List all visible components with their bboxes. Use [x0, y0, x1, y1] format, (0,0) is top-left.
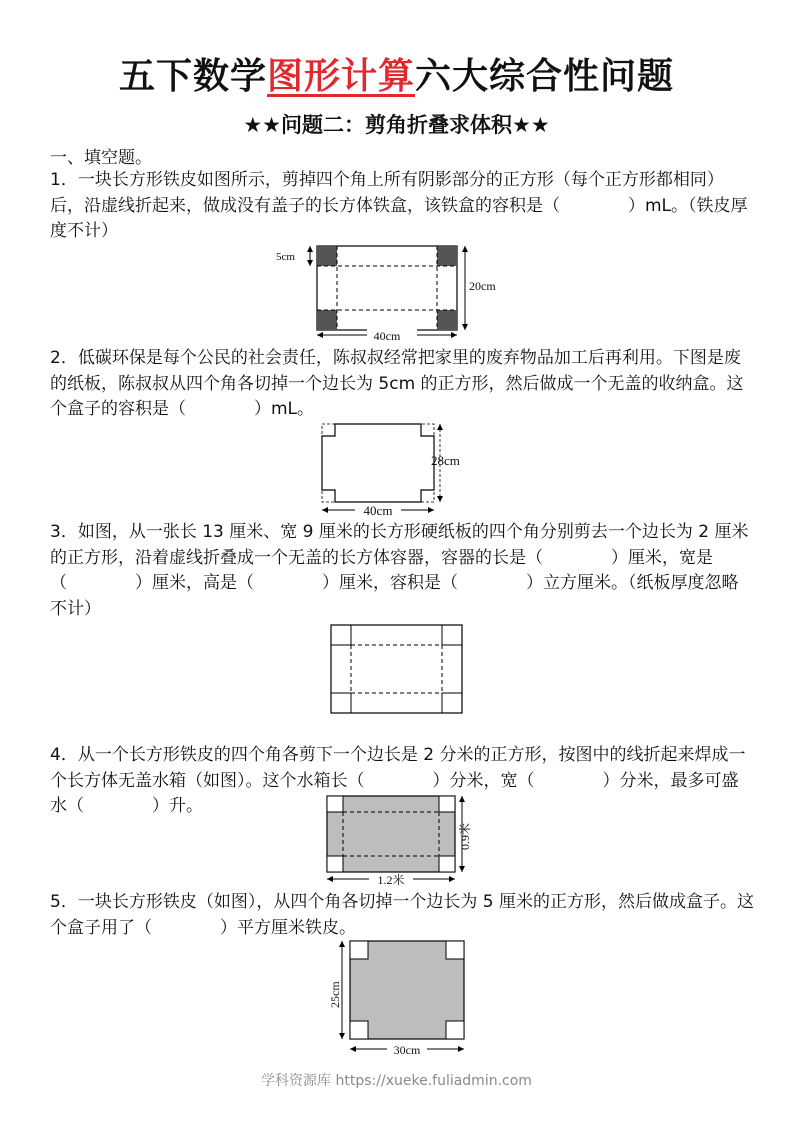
fig1-corner-label: 5cm — [276, 251, 295, 263]
question-3: 3．如图，从一张长 13 厘米、宽 9 厘米的长方形硬纸板的四个角分别剪去一个边长为 2 厘米的正方形，沿着虚线折叠成一个无盖的长方体容器，容器的长是（ ）厘米，宽是（ ）厘米，高是（ ）厘米，容积是（ ）立方厘米。（纸板厚度忽略不计） — [50, 522, 749, 619]
question-4: 4．从一个长方形铁皮的四个角各剪下一个边长是 2 分米的正方形，按图中的线折起来焊成一个长方体无盖水箱（如图）。这个水箱长（ ）分米，宽（ ）分米，最多可盛水（ ）升。 — [50, 745, 746, 816]
figure-4 — [322, 792, 474, 888]
fig5-width-label: 30cm — [393, 1043, 421, 1057]
fig1-width-label: 40cm — [373, 329, 401, 343]
fig1-height-label: 20cm — [469, 279, 496, 293]
figure-3 — [325, 620, 470, 718]
footer-watermark: 学科资源库 https://xueke.fuliadmin.com — [261, 1073, 532, 1089]
fig4-width-label: 1.2米 — [377, 873, 405, 887]
fig5-height-label: 25cm — [328, 981, 342, 1008]
figure-5 — [325, 938, 471, 1063]
page-subtitle: ★★问题二：剪角折叠求体积★★ — [243, 113, 550, 137]
fig4-height-label: 0.9米 — [458, 822, 472, 850]
title-part-1: 五下数学 — [118, 56, 267, 97]
section-heading: 一、填空题。 — [50, 148, 152, 168]
page-title — [0, 48, 793, 99]
question-1: 1．一块长方形铁皮如图所示，剪掉四个角上所有阴影部分的正方形（每个正方形都相同）后，沿虚线折起来，做成没有盖子的长方体铁盒，该铁盒的容积是（ ）mL。（铁皮厚度不计） — [50, 170, 748, 241]
fig2-width-label: 40cm — [363, 503, 393, 518]
question-5: 5．一块长方形铁皮（如图），从四个角各切掉一个边长为 5 厘米的正方形，然后做成盒子。这个盒子用了（ ）平方厘米铁皮。 — [50, 892, 754, 938]
fig2-height-label: 28cm — [431, 453, 460, 468]
figure-1 — [270, 241, 510, 345]
title-highlight: 图形计算 — [266, 56, 415, 97]
question-2: 2．低碳环保是每个公民的社会责任，陈叔叔经常把家里的废弃物品加工后再利用。下图是废的纸板，陈叔叔从四个角各切掉一个边长为 5cm 的正方形，然后做成一个无盖的收纳盒。这个盒子的容积是（ ）mL。 — [50, 348, 744, 419]
figure-2 — [310, 418, 480, 520]
title-part-3: 六大综合性问题 — [415, 56, 675, 97]
